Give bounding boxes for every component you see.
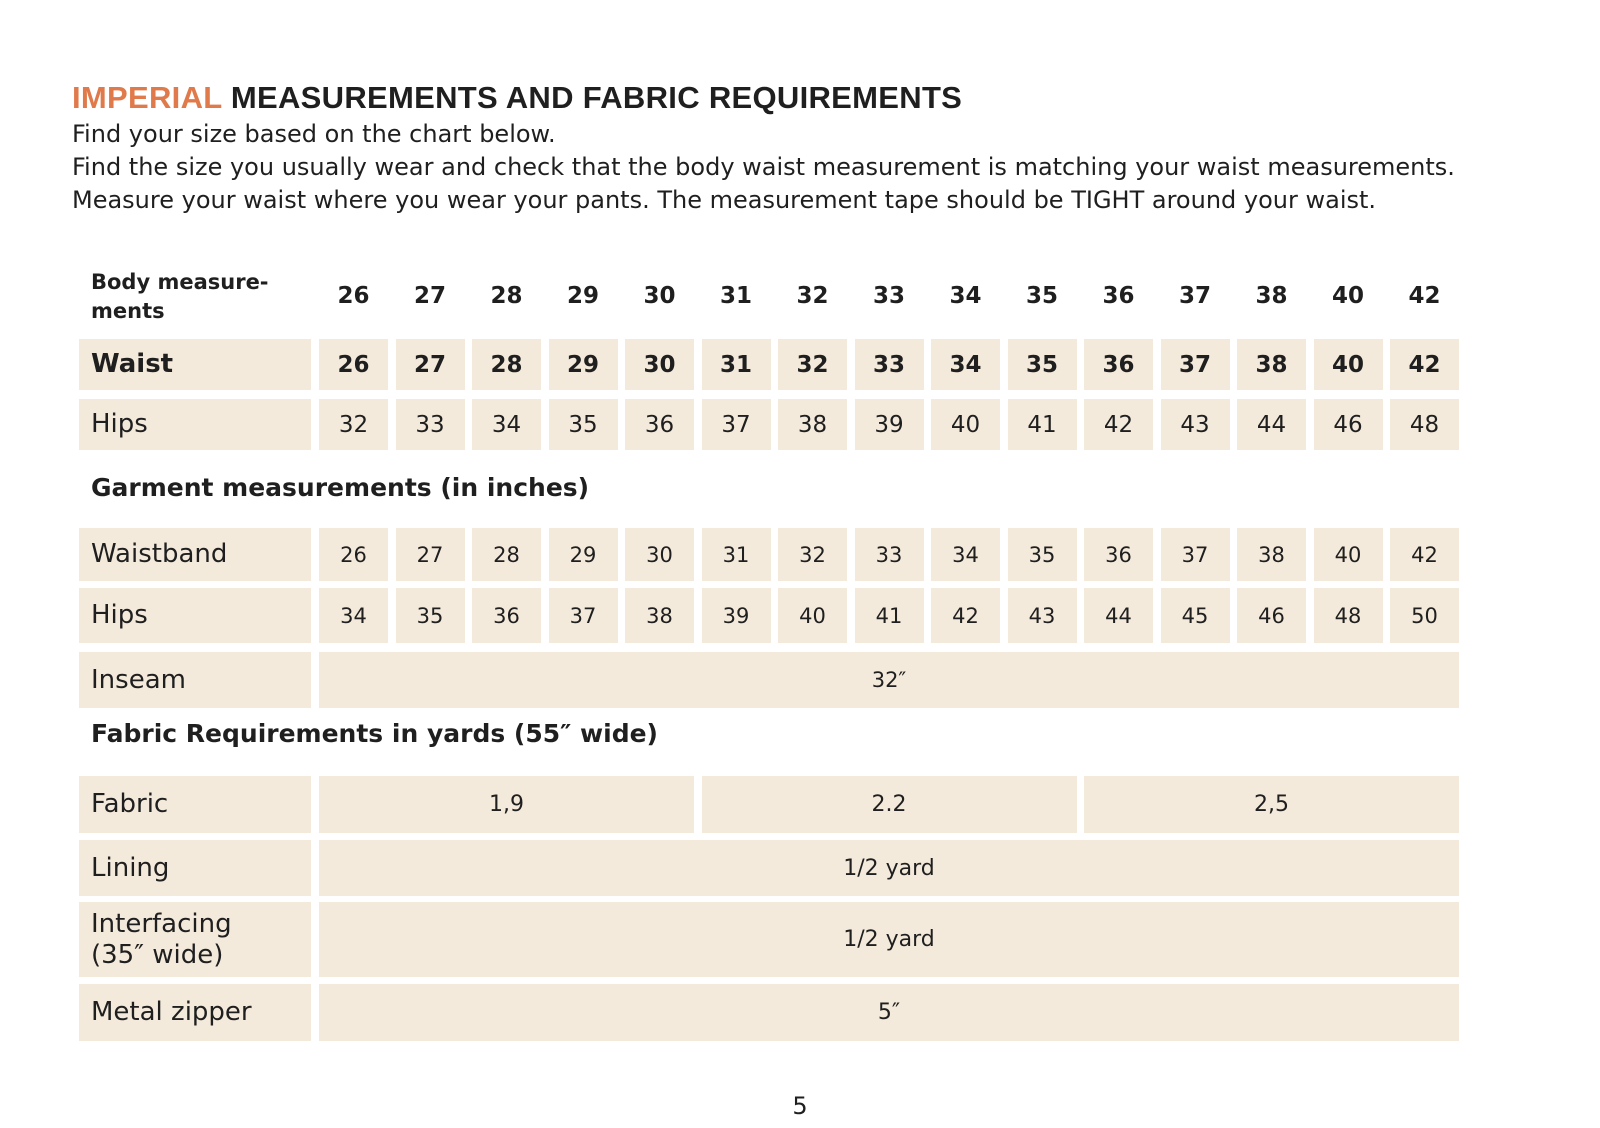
intro-line-2: Find the size you usually wear and check that the body waist measurement is matching your waist measurements.	[72, 153, 1455, 181]
intro-line-3: Measure your waist where you wear your pants. The measurement tape should be TIGHT around your waist.	[72, 186, 1377, 214]
table-cell: 38	[1237, 528, 1306, 581]
table-cell: 40	[778, 588, 847, 643]
table-cell: 43	[1161, 399, 1230, 450]
table-cell: 41	[1008, 399, 1077, 450]
table-cell: 37	[702, 399, 771, 450]
table-cell: 32	[319, 399, 388, 450]
table-cell: 36	[625, 399, 694, 450]
table-cell: 44	[1237, 399, 1306, 450]
table-cell: 44	[1084, 588, 1153, 643]
table-cell: 40	[931, 399, 1000, 450]
row-label-garment-waistband: Waistband	[79, 528, 311, 581]
table-cell: 32	[778, 528, 847, 581]
table-cell: 33	[855, 528, 924, 581]
size-header: 40	[1331, 283, 1364, 309]
table-cell: 48	[1314, 588, 1383, 643]
table-cell: 27	[396, 528, 465, 581]
table-cell: 28	[472, 339, 541, 390]
table-cell: 48	[1390, 399, 1459, 450]
row-label-garment-inseam: Inseam	[79, 652, 311, 708]
table-cell: 43	[1008, 588, 1077, 643]
size-header: 26	[337, 283, 370, 309]
intro-line-1: Find your size based on the chart below.	[72, 120, 556, 148]
row-label-hips: Hips	[79, 399, 311, 450]
table-cell: 42	[1084, 399, 1153, 450]
table-cell: 50	[1390, 588, 1459, 643]
table-cell: 38	[1237, 339, 1306, 390]
table-cell: 39	[702, 588, 771, 643]
fabric-group-cell: 1,9	[319, 776, 694, 833]
table-cell: 36	[1084, 528, 1153, 581]
row-label-metal-zipper: Metal zipper	[79, 984, 311, 1041]
table-cell: 46	[1314, 399, 1383, 450]
table-cell: 26	[319, 339, 388, 390]
table-cell: 39	[855, 399, 924, 450]
table-cell: 37	[1161, 339, 1230, 390]
table-cell: 35	[549, 399, 618, 450]
title-rest: MEASUREMENTS AND FABRIC REQUIREMENTS	[221, 80, 963, 115]
table-cell: 36	[472, 588, 541, 643]
intro-text	[72, 118, 1455, 217]
table-cell: 31	[702, 339, 771, 390]
size-header: 32	[796, 283, 829, 309]
table-cell-span: 32″	[319, 652, 1459, 708]
row-label-lining: Lining	[79, 840, 311, 896]
table-cell: 30	[625, 339, 694, 390]
size-header: 38	[1255, 283, 1288, 309]
size-header: 35	[1025, 283, 1058, 309]
table-cell: 41	[855, 588, 924, 643]
row-label-waist: Waist	[79, 339, 311, 390]
table-cell: 42	[1390, 528, 1459, 581]
row-label-garment-hips: Hips	[79, 588, 311, 643]
size-header: 30	[643, 283, 676, 309]
table-cell: 32	[778, 339, 847, 390]
table-cell: 36	[1084, 339, 1153, 390]
table-cell-span: 1/2 yard	[319, 902, 1459, 977]
size-header: 28	[490, 283, 523, 309]
row-label-interfacing: Interfacing (35″ wide)	[79, 902, 311, 977]
table-cell: 30	[625, 528, 694, 581]
page-title	[72, 80, 962, 116]
table-cell: 26	[319, 528, 388, 581]
size-header: 29	[566, 283, 599, 309]
table-cell: 37	[549, 588, 618, 643]
table-cell: 34	[472, 399, 541, 450]
row-label-fabric: Fabric	[79, 776, 311, 833]
table-cell: 31	[702, 528, 771, 581]
table-cell: 34	[319, 588, 388, 643]
table-cell: 45	[1161, 588, 1230, 643]
table-cell: 29	[549, 339, 618, 390]
fabric-group-cell: 2.2	[702, 776, 1077, 833]
table-cell-span: 1/2 yard	[319, 840, 1459, 896]
section-title-garment: Garment measurements (in inches)	[91, 473, 590, 502]
table-cell: 40	[1314, 528, 1383, 581]
table-cell: 33	[855, 339, 924, 390]
size-header: 34	[949, 283, 982, 309]
table-cell: 28	[472, 528, 541, 581]
page-number: 5	[792, 1092, 808, 1120]
table-cell: 35	[1008, 339, 1077, 390]
size-header: 31	[719, 283, 752, 309]
table-cell: 40	[1314, 339, 1383, 390]
table-cell: 35	[396, 588, 465, 643]
size-header: 36	[1102, 283, 1135, 309]
table-cell: 42	[1390, 339, 1459, 390]
header-label: Body measure- ments	[91, 270, 269, 323]
table-cell: 37	[1161, 528, 1230, 581]
table-cell-span: 5″	[319, 984, 1459, 1041]
table-cell: 46	[1237, 588, 1306, 643]
size-header: 42	[1408, 283, 1441, 309]
table-cell: 27	[396, 339, 465, 390]
table-cell: 42	[931, 588, 1000, 643]
table-cell: 35	[1008, 528, 1077, 581]
table-cell: 34	[931, 528, 1000, 581]
size-header: 37	[1178, 283, 1211, 309]
size-header: 27	[413, 283, 446, 309]
size-header: 33	[872, 283, 905, 309]
title-accent: IMPERIAL	[72, 80, 222, 115]
table-cell: 38	[625, 588, 694, 643]
fabric-group-cell: 2,5	[1084, 776, 1459, 833]
table-cell: 38	[778, 399, 847, 450]
section-title-fabric: Fabric Requirements in yards (55″ wide)	[91, 719, 658, 748]
table-cell: 33	[396, 399, 465, 450]
table-cell: 29	[549, 528, 618, 581]
table-cell: 34	[931, 339, 1000, 390]
